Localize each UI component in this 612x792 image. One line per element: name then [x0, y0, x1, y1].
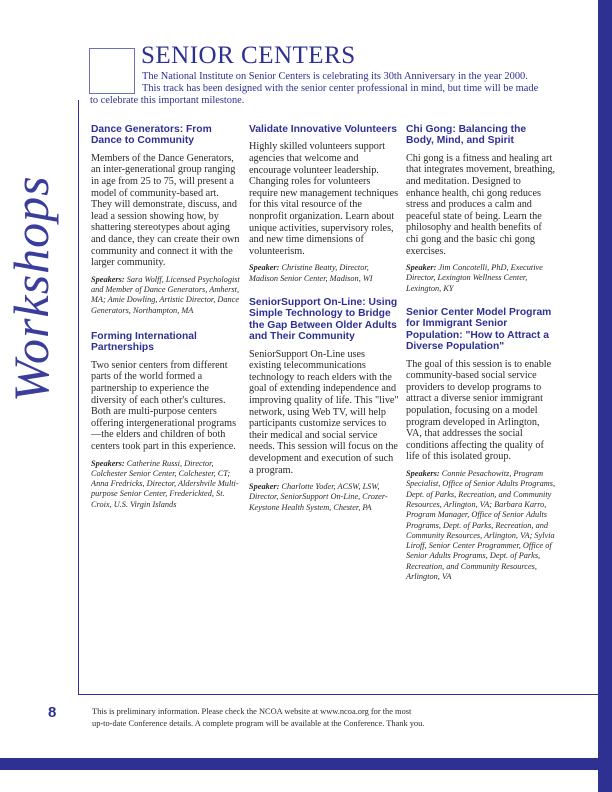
workshop-title: Validate Innovative Volunteers [249, 124, 398, 135]
footer-note [92, 706, 512, 730]
workshop-speakers [91, 275, 241, 316]
speakers-label: Speaker: [406, 263, 437, 273]
workshop-speakers [249, 263, 399, 284]
workshop-title: Forming International Partnerships [91, 330, 197, 354]
speakers-text: Sara Wolff, Licensed Psychologist and Member of Dance Generators, Amherst, MA; Amie Dowling, Artistic Director, Dance Generators, Northampton, MA [91, 274, 240, 315]
workshop-speakers [406, 469, 556, 582]
workshop-title: Senior Center Model Program for Immigrant Senior Population: "How to Attract a Diverse Population" [406, 307, 552, 353]
speakers-text: Connie Pesachowitz, Program Specialist, Office of Senior Adults Programs, Dept. of Parks, Recreation, and Community Resources, Arlington, VA; Barbara Karro, Program Manager, Office of Senior Adults Programs, Dept. of Parks, Recreation, and Community Resources, Arlington, VA; Sylvia Liroff, Senior Center Programmer, Office of Senior Adults Programs, Dept. of Parks, Recreation, and Community Resources, Arlington, VA [406, 469, 556, 581]
column-1 [91, 124, 241, 510]
workshop-description: Members of the Dance Generators, an inter-generational group ranging in age from 25 to 75, will present a model of community-based art. They will demonstrate, discuss, and lead a session showing how, by shattering stereotypes about aging and dance, they can create their own community and connect it with the larger community. [91, 152, 240, 269]
speakers-label: Speakers: [91, 458, 125, 468]
workshop-title: Chi Gong: Balancing the Body, Mind, and Spirit [406, 124, 527, 147]
left-rule [78, 100, 79, 694]
speakers-label: Speaker: [249, 263, 280, 273]
column-3 [406, 124, 556, 582]
speakers-text: Christine Beatty, Director, Madison Senior Center, Madison, WI [249, 263, 373, 283]
bottom-border-band [0, 758, 612, 770]
bottom-rule [78, 694, 598, 695]
footer-line-2: up-to-date Conference details. A complete program will be available at the Conference. Thank you. [92, 719, 425, 728]
workshop-title: SeniorSupport On-Line: Using Simple Technology to Bridge the Gap Between Older Adults and Their Community [249, 296, 398, 343]
workshop-speakers [249, 482, 399, 513]
intro-line-1: The National Institute on Senior Centers is celebrating its 30th Anniversary in the year 2000. [142, 71, 528, 82]
column-2 [249, 124, 399, 513]
speakers-text: Charlotte Yoder, ACSW, LSW, Director, SeniorSupport On-Line, Crozer-Keystone Health System, Chester, PA [249, 482, 388, 512]
workshop-description: Chi gong is a fitness and healing art that integrates movement, breathing, and meditation. Designed to enhance health, chi gong reduces stress and produces a calm and peaceful state of being. Learn the philosophy and health benefits of chi gong and the basic chi gong exercises. [406, 152, 556, 257]
right-border-band [598, 0, 612, 792]
workshop-validate-volunteers [249, 124, 399, 284]
footer-line-1: This is preliminary information. Please check the NCOA website at www.ncoa.org for the most [92, 707, 412, 716]
page-number: 8 [48, 704, 57, 721]
workshop-description: Two senior centers from different parts of the world formed a partnership to experience the diversity of each other's cultures. Both are multi-purpose centers offering intergenerational programs—the elders and children of both centers took part in this experience. [91, 359, 237, 452]
intro-line-2: This track has been designed with the senior center professional in mind, but time will be made [142, 83, 539, 94]
intro-paragraph [90, 71, 560, 107]
workshop-title: Dance Generators: From Dance to Community [91, 124, 212, 147]
workshop-dance-generators [91, 124, 241, 316]
speakers-label: Speakers: [91, 274, 125, 284]
intro-line-3: to celebrate this important milestone. [90, 95, 245, 106]
speakers-text: Jim Concotelli, PhD, Executive Director, Lexington Wellness Center, Lexington, KY [406, 263, 543, 293]
page-title: SENIOR CENTERS [141, 42, 356, 69]
section-label-vertical: Workshops [3, 175, 59, 402]
workshop-description: The goal of this session is to enable community-based social service providers to develop programs to attract a diverse senior immigrant population, focusing on a model program developed in Arlington, VA, that addresses the social conditions affecting the quality of life of this isolated group. [406, 358, 552, 463]
workshop-speakers [91, 459, 241, 510]
workshop-description: Highly skilled volunteers support agencies that welcome and encourage volunteer leadership. Changing roles for volunteers require new management techniques for this vital resource of the nonprofit organization. Learn about unique activities, supervisory roles, and new time dimensions of volunteerism. [249, 141, 399, 257]
logo-text: NISC [96, 63, 122, 89]
speakers-label: Speaker: [249, 482, 280, 492]
workshop-international-partnerships [91, 331, 241, 510]
workshop-speakers [406, 263, 556, 294]
workshop-description: SeniorSupport On-Line uses existing telecommunications technology to reach elders with the goal of extending independence and improving quality of life. This "live" network, using Web TV, will help participants customize services to their medical and social service needs. This session will focus on the development and execution of such a program. [249, 348, 399, 476]
workshop-immigrant-senior [406, 307, 556, 582]
speakers-text: Catherine Russi, Director, Colchester Senior Center, Colchester, CT; Anna Fredricks, Director, Aldershvile Multi-purpose Senior Center, Frederickted, St. Croix, U.S. Virgin Islands [91, 458, 239, 509]
workshop-chi-gong [406, 124, 556, 294]
workshop-seniorsupport-online [249, 297, 399, 513]
speakers-label: Speakers: [406, 469, 440, 479]
